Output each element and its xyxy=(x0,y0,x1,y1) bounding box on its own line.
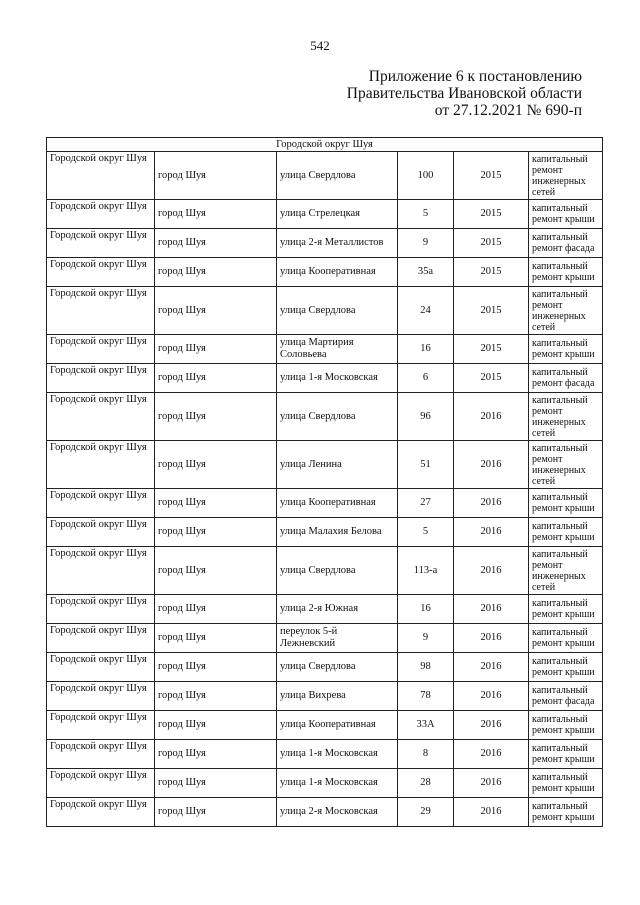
cell-house-number: 8 xyxy=(398,740,454,769)
cell-work-type: капитальный ремонт инженерных сетей xyxy=(529,287,603,335)
cell-work-type: капитальный ремонт крыши xyxy=(529,740,603,769)
cell-house-number: 96 xyxy=(398,393,454,441)
cell-year: 2016 xyxy=(454,624,529,653)
cell-year: 2015 xyxy=(454,335,529,364)
cell-street: улица Свердлова xyxy=(277,547,398,595)
cell-district: Городской округ Шуя xyxy=(47,518,155,547)
cell-city: город Шуя xyxy=(155,518,277,547)
cell-street: улица Кооперативная xyxy=(277,258,398,287)
cell-year: 2015 xyxy=(454,200,529,229)
cell-city: город Шуя xyxy=(155,393,277,441)
cell-house-number: 9 xyxy=(398,229,454,258)
cell-city: город Шуя xyxy=(155,441,277,489)
table-row xyxy=(47,624,603,653)
cell-house-number: 28 xyxy=(398,769,454,798)
cell-district: Городской округ Шуя xyxy=(47,393,155,441)
cell-street: улица 1-я Московская xyxy=(277,364,398,393)
cell-district: Городской округ Шуя xyxy=(47,547,155,595)
cell-work-type: капитальный ремонт инженерных сетей xyxy=(529,441,603,489)
table-row xyxy=(47,287,603,335)
cell-house-number: 5 xyxy=(398,200,454,229)
table-row xyxy=(47,711,603,740)
cell-year: 2015 xyxy=(454,287,529,335)
cell-year: 2016 xyxy=(454,489,529,518)
cell-district: Городской округ Шуя xyxy=(47,769,155,798)
cell-house-number: 78 xyxy=(398,682,454,711)
cell-work-type: капитальный ремонт крыши xyxy=(529,595,603,624)
cell-house-number: 9 xyxy=(398,624,454,653)
cell-street: улица 2-я Московская xyxy=(277,798,398,827)
cell-year: 2015 xyxy=(454,229,529,258)
table-row xyxy=(47,653,603,682)
cell-street: улица 2-я Металлистов xyxy=(277,229,398,258)
cell-year: 2016 xyxy=(454,595,529,624)
cell-street: улица Свердлова xyxy=(277,393,398,441)
cell-city: город Шуя xyxy=(155,740,277,769)
cell-district: Городской округ Шуя xyxy=(47,682,155,711)
cell-year: 2015 xyxy=(454,152,529,200)
cell-district: Городской округ Шуя xyxy=(47,653,155,682)
cell-city: город Шуя xyxy=(155,229,277,258)
cell-street: улица Свердлова xyxy=(277,287,398,335)
cell-city: город Шуя xyxy=(155,200,277,229)
cell-year: 2015 xyxy=(454,258,529,287)
cell-district: Городской округ Шуя xyxy=(47,229,155,258)
table-row xyxy=(47,798,603,827)
cell-work-type: капитальный ремонт крыши xyxy=(529,200,603,229)
cell-street: улица Мартирия Соловьева xyxy=(277,335,398,364)
cell-work-type: капитальный ремонт инженерных сетей xyxy=(529,393,603,441)
cell-city: город Шуя xyxy=(155,547,277,595)
cell-house-number: 51 xyxy=(398,441,454,489)
cell-house-number: 100 xyxy=(398,152,454,200)
cell-district: Городской округ Шуя xyxy=(47,624,155,653)
cell-street: улица Стрелецкая xyxy=(277,200,398,229)
cell-district: Городской округ Шуя xyxy=(47,798,155,827)
cell-work-type: капитальный ремонт фасада xyxy=(529,682,603,711)
cell-house-number: 33А xyxy=(398,711,454,740)
cell-work-type: капитальный ремонт крыши xyxy=(529,489,603,518)
cell-year: 2016 xyxy=(454,393,529,441)
cell-street: улица 2-я Южная xyxy=(277,595,398,624)
cell-work-type: капитальный ремонт инженерных сетей xyxy=(529,152,603,200)
cell-district: Городской округ Шуя xyxy=(47,364,155,393)
table-row xyxy=(47,740,603,769)
cell-work-type: капитальный ремонт крыши xyxy=(529,798,603,827)
table-row xyxy=(47,364,603,393)
table-row xyxy=(47,335,603,364)
cell-work-type: капитальный ремонт крыши xyxy=(529,653,603,682)
table-row xyxy=(47,152,603,200)
cell-house-number: 98 xyxy=(398,653,454,682)
cell-city: город Шуя xyxy=(155,364,277,393)
cell-city: город Шуя xyxy=(155,711,277,740)
cell-district: Городской округ Шуя xyxy=(47,258,155,287)
cell-street: улица 1-я Московская xyxy=(277,769,398,798)
cell-year: 2016 xyxy=(454,547,529,595)
cell-house-number: 5 xyxy=(398,518,454,547)
table-row xyxy=(47,518,603,547)
cell-house-number: 6 xyxy=(398,364,454,393)
cell-work-type: капитальный ремонт крыши xyxy=(529,518,603,547)
table-row xyxy=(47,229,603,258)
cell-district: Городской округ Шуя xyxy=(47,711,155,740)
header-line-1: Приложение 6 к постановлению xyxy=(368,68,582,85)
cell-house-number: 24 xyxy=(398,287,454,335)
cell-street: улица 1-я Московская xyxy=(277,740,398,769)
page-number: 542 xyxy=(310,38,330,53)
cell-street: улица Кооперативная xyxy=(277,489,398,518)
repair-register-table xyxy=(46,137,603,827)
cell-house-number: 29 xyxy=(398,798,454,827)
cell-street: улица Свердлова xyxy=(277,152,398,200)
cell-street: улица Кооперативная xyxy=(277,711,398,740)
appendix-header xyxy=(347,68,582,119)
cell-work-type: капитальный ремонт крыши xyxy=(529,335,603,364)
cell-city: город Шуя xyxy=(155,624,277,653)
cell-street: улица Ленина xyxy=(277,441,398,489)
cell-year: 2016 xyxy=(454,682,529,711)
cell-house-number: 35а xyxy=(398,258,454,287)
cell-district: Городской округ Шуя xyxy=(47,595,155,624)
cell-city: город Шуя xyxy=(155,595,277,624)
header-line-3: от 27.12.2021 № 690-п xyxy=(434,102,582,119)
cell-city: город Шуя xyxy=(155,258,277,287)
cell-work-type: капитальный ремонт крыши xyxy=(529,769,603,798)
cell-work-type: капитальный ремонт крыши xyxy=(529,624,603,653)
cell-house-number: 27 xyxy=(398,489,454,518)
cell-city: город Шуя xyxy=(155,769,277,798)
cell-house-number: 113-а xyxy=(398,547,454,595)
header-line-2: Правительства Ивановской области xyxy=(346,85,582,102)
cell-street: улица Вихрева xyxy=(277,682,398,711)
cell-year: 2016 xyxy=(454,441,529,489)
cell-district: Городской округ Шуя xyxy=(47,489,155,518)
table-row xyxy=(47,547,603,595)
cell-year: 2016 xyxy=(454,518,529,547)
cell-year: 2016 xyxy=(454,653,529,682)
cell-city: город Шуя xyxy=(155,798,277,827)
cell-district: Городской округ Шуя xyxy=(47,441,155,489)
cell-work-type: капитальный ремонт крыши xyxy=(529,258,603,287)
cell-year: 2016 xyxy=(454,798,529,827)
table-row xyxy=(47,595,603,624)
table-row xyxy=(47,393,603,441)
cell-city: город Шуя xyxy=(155,335,277,364)
cell-year: 2016 xyxy=(454,711,529,740)
cell-year: 2016 xyxy=(454,769,529,798)
cell-work-type: капитальный ремонт фасада xyxy=(529,364,603,393)
cell-work-type: капитальный ремонт инженерных сетей xyxy=(529,547,603,595)
cell-city: город Шуя xyxy=(155,653,277,682)
table-row xyxy=(47,200,603,229)
cell-house-number: 16 xyxy=(398,335,454,364)
cell-street: улица Малахия Белова xyxy=(277,518,398,547)
cell-work-type: капитальный ремонт фасада xyxy=(529,229,603,258)
cell-city: город Шуя xyxy=(155,287,277,335)
table-row xyxy=(47,489,603,518)
cell-street: переулок 5-й Лежневский xyxy=(277,624,398,653)
cell-district: Городской округ Шуя xyxy=(47,152,155,200)
table-row xyxy=(47,258,603,287)
cell-city: город Шуя xyxy=(155,489,277,518)
cell-district: Городской округ Шуя xyxy=(47,200,155,229)
cell-house-number: 16 xyxy=(398,595,454,624)
cell-district: Городской округ Шуя xyxy=(47,335,155,364)
cell-year: 2016 xyxy=(454,740,529,769)
cell-year: 2015 xyxy=(454,364,529,393)
cell-city: город Шуя xyxy=(155,152,277,200)
table-row xyxy=(47,769,603,798)
section-header-row xyxy=(47,138,603,152)
section-title: Городской округ Шуя xyxy=(47,138,603,152)
table-row xyxy=(47,441,603,489)
cell-city: город Шуя xyxy=(155,682,277,711)
cell-district: Городской округ Шуя xyxy=(47,740,155,769)
table-row xyxy=(47,682,603,711)
cell-street: улица Свердлова xyxy=(277,653,398,682)
cell-work-type: капитальный ремонт крыши xyxy=(529,711,603,740)
cell-district: Городской округ Шуя xyxy=(47,287,155,335)
